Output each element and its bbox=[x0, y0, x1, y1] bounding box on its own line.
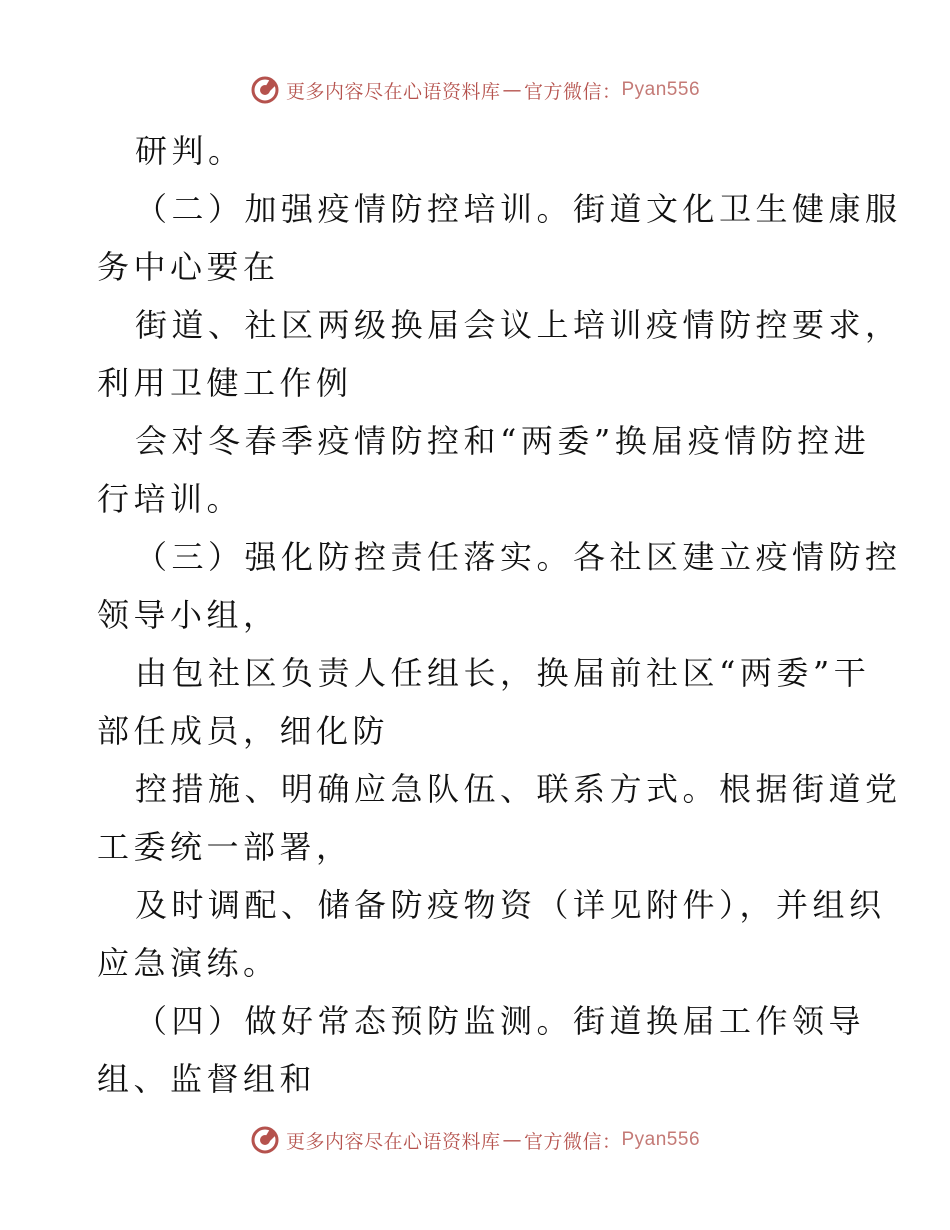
text-line: 组、监督组和 bbox=[97, 1060, 317, 1098]
text-line: 由包社区负责人任组长，换届前社区“两委”干 bbox=[135, 654, 871, 692]
watermark-text: 更多内容尽在心语资料库 bbox=[285, 80, 501, 103]
text-line: （四）做好常态预防监测。街道换届工作领导 bbox=[135, 1002, 866, 1040]
text-line: 会对冬春季疫情防控和“两委”换届疫情防控进 bbox=[135, 422, 871, 460]
watermark-separator: — bbox=[502, 1129, 522, 1151]
text-line: 应急演练。 bbox=[97, 944, 280, 982]
text-line: 行培训。 bbox=[97, 480, 244, 518]
watermark-wechat-label: 官方微信： bbox=[523, 1130, 622, 1153]
watermark-wechat-label: 官方微信： bbox=[523, 80, 622, 103]
watermark-text: 更多内容尽在心语资料库 bbox=[285, 1130, 501, 1153]
text-line: （三）强化防控责任落实。各社区建立疫情防控 bbox=[135, 538, 902, 576]
watermark-wechat-id: Pyan556 bbox=[621, 79, 701, 100]
brand-logo-icon bbox=[250, 1125, 280, 1155]
brand-logo-icon bbox=[250, 75, 280, 105]
text-line: 部任成员，细化防 bbox=[97, 712, 390, 750]
text-line: 及时调配、储备防疫物资（详见附件），并组织 bbox=[135, 886, 886, 924]
text-line: 研判。 bbox=[135, 132, 245, 170]
watermark-header bbox=[0, 70, 950, 110]
text-line: （二）加强疫情防控培训。街道文化卫生健康服 bbox=[135, 190, 902, 228]
document-body bbox=[97, 122, 902, 1108]
text-line: 工委统一部署， bbox=[97, 828, 353, 866]
text-line: 街道、社区两级换届会议上培训疫情防控要求， bbox=[135, 306, 902, 344]
text-line: 领导小组， bbox=[97, 596, 280, 634]
watermark-separator: — bbox=[502, 79, 522, 101]
watermark-wechat-id: Pyan556 bbox=[621, 1129, 701, 1150]
text-line: 务中心要在 bbox=[97, 248, 280, 286]
text-line: 利用卫健工作例 bbox=[97, 364, 353, 402]
text-line: 控措施、明确应急队伍、联系方式。根据街道党 bbox=[135, 770, 902, 808]
watermark-footer bbox=[0, 1120, 950, 1160]
